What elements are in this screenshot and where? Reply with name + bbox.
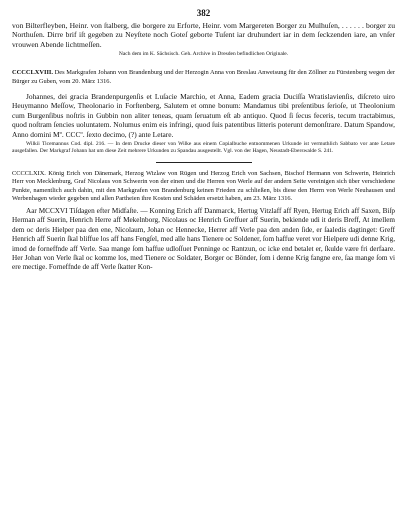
doc2-heading-text: König Erich von Dänemark, Herzog Wizlaw von Rügen und Herzog Erich von Sachsen, Bischof Hermann von Schwerin, Heinrich Herr von Mecklenburg, Graf Nicolaus von Schwerin von der einen und die Herren von Werle auf der andern Seite vereinigen sich über verschiedene Punkte, namentlich auch dahin, mit den Markgrafen von Brandenburg keinen Frieden zu schließen, bis diese den Herrn von Werle Neuhausen und Werbenhagen wieder gegeben und allen Partheien ihre Kosten und Schäden ersetzt haben, am 23. März 1316. [12,169,395,203]
page-number: 382 [196,8,211,18]
doc1-number: CCCCLXVIII. [12,69,54,77]
doc1-body: Johannes, dei gracia Brandenpurgenſis et Luſacie Marchio, et Anna, Eadem gracia Duciſſa Wratislavienſis, diſcreto uiro Heuymanno Meſſow, Theolonario in Forſtenberg, Salutem et omne bonum: Mandamus tibi preſentibus ſerioſe, ut Theolonium cum Burgenſibus noſtris in Gubbin non aliter teneas, quam ſeruatum eſt ab antiquo. Quod ſi ſecus feceris, tecum tractabimus, quod noſtram ſencies uoluntatem. Nolumus enim eis infringi, quod ſuis patentibus litteris poterunt demonſtrare. Datum Spandow, Anno domini Mº. CCCº. ſexto decimo, (?) ante Letare. [12,91,395,139]
intro-source-note: Nach dem im K. Sächsisch. Geh. Archive in Dresden befindlichen Originale. [118,51,289,58]
doc1-heading-text: Des Markgrafen Johann von Brandenburg und der Herzogin Anna von Breslau Anweisung für den Zöllner zu Fürstenberg wegen der Bürger zu Guben, vom 20. März 1316. [12,69,395,86]
intro-text: von Bilterfleyben, Heinr. von ſtalberg, die borgere zu Erforte, Heinr. vom Margereten Borger zu Mulhuſen, . . . . . . borger zu Northuſen. Dirre brif iſt gegeben zu Neyſtete noch Goteſ geborte Tuſent iar druhundert iar in dem ſeckzenden iare, an vnſer vrouwen Abende lichtmeſſen. [12,21,395,49]
doc1-heading [12,69,395,86]
doc2-heading [12,170,395,204]
doc1-source-note: Wilkii Ticemannus Cod. dipl. 216. — In dem Drucke dieser von Wilke aus einem Copialbuche entnommenen Urkunde ist vermuthlich Sabbato vor ante Letare ausgefallen. Der Markgraf Johann hat um diese Zeit mehrere Urkunden zu Spandau ausgestellt. Vgl. von der Hagen, Neustadt-Eberswalde S. 241. [12,140,395,154]
doc2-number: CCCCLXIX. [12,169,46,177]
doc2-body: Aar MCCXVI Tiſdagen efter Midfaſte. — Konning Erich aff Danmarck, Hertug Vitzlaff aff Ryen, Hertug Erich aff Saxen, Biſp Herman aff Suerin, Henrich Herre aff Mekelnborg, Nicolaus oc Henrich Greffuer aff Suerin, bekiende udi it deris Breff, At imellem dem oc deris Hielper paa den ene, Nicolaum, Johan oc Hennecke, Herrer aff Verle paa den anden ſide, er ſaaledis dagtinget: Greff Henrich aff Suerin ſkal bliffue los aff hans Fengſel, med alle hans Tienere oc Soldener, ſom haffue veret vor Hielpere udi denne Krig, imod de forneffnde aff Verle. Saa mange ſom haffue udloſſuet Penninge oc Rantzun, oc icke end betalet er, ſkulde være fri derfaare. Her Johan von Verle ſkal oc komme los, med Tienere oc Soldater, Borger oc Bönder, ſom i denne Krig fangne ere, ſaa mange ſom vi ere mectige. Forneffnde de aff Verle ſkatter Kon- [12,206,395,272]
section-divider [156,162,252,163]
